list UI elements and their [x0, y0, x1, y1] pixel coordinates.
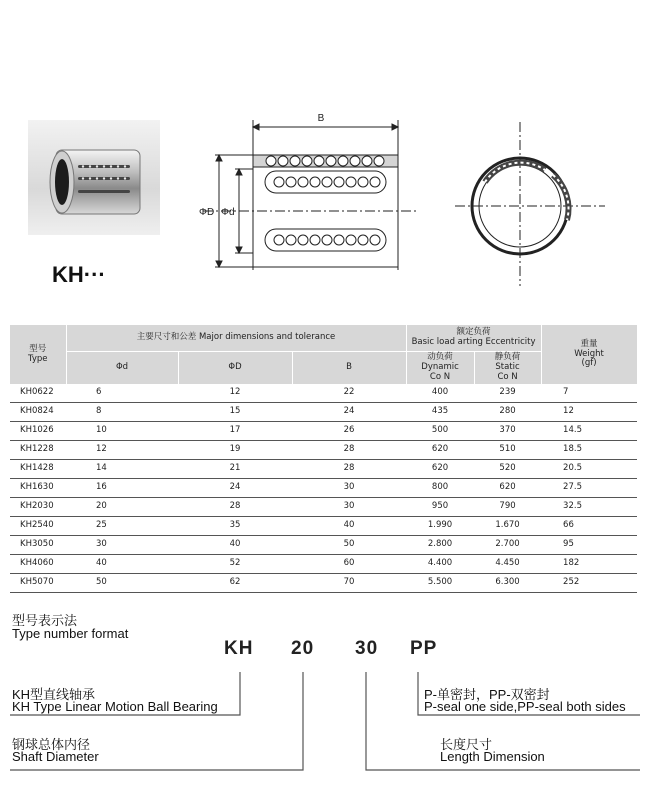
dim-label-b: B	[317, 113, 325, 124]
static-cell: 280	[474, 403, 541, 422]
weight-header-cn: 重量	[580, 338, 598, 349]
inner-d-cell: 25	[66, 517, 178, 536]
dynamic-en: Dynamic	[421, 362, 459, 373]
outer-d-cell: 35	[178, 517, 292, 536]
col-header-static	[474, 352, 541, 385]
table-row	[10, 422, 637, 441]
b-cell: 24	[292, 403, 406, 422]
weight-cell: 66	[541, 517, 637, 536]
seal-desc-en: P-seal one side,PP-seal both sides	[424, 699, 626, 714]
static-cell: 4.450	[474, 555, 541, 574]
dynamic-cell: 950	[406, 498, 474, 517]
static-cell: 790	[474, 498, 541, 517]
inner-d-cell: 20	[66, 498, 178, 517]
outer-d-cell: 15	[178, 403, 292, 422]
spec-table	[10, 325, 638, 593]
kh-desc-cn: KH型直线轴承	[12, 687, 96, 702]
inner-d-cell: 14	[66, 460, 178, 479]
weight-cell: 32.5	[541, 498, 637, 517]
inner-d-cell: 6	[66, 384, 178, 403]
seal-desc-cn: P-单密封，PP-双密封	[424, 687, 550, 702]
table-row	[10, 384, 637, 403]
outer-d-cell: 24	[178, 479, 292, 498]
dims-header: 主要尺寸和公差 Major dimensions and tolerance	[66, 325, 406, 352]
dynamic-cell: 2.800	[406, 536, 474, 555]
inner-d-cell: 40	[66, 555, 178, 574]
outer-d-cell: 21	[178, 460, 292, 479]
length-desc-cn: 长度尺寸	[440, 737, 493, 752]
b-cell: 60	[292, 555, 406, 574]
table-row	[10, 517, 637, 536]
table-row	[10, 403, 637, 422]
bearing-section-drawing	[195, 105, 425, 280]
weight-header-unit: (gf)	[581, 358, 597, 369]
b-cell: 26	[292, 422, 406, 441]
type-header-cn: 型号	[29, 343, 47, 354]
shaft-desc-cn: 钢球总体内径	[12, 737, 91, 752]
b-cell: 22	[292, 384, 406, 403]
dynamic-cn: 动负荷	[427, 352, 453, 363]
product-photo	[28, 120, 160, 235]
outer-d-cell: 17	[178, 422, 292, 441]
table-row	[10, 574, 637, 593]
format-title-en: Type number format	[12, 626, 129, 641]
outer-d-cell: 12	[178, 384, 292, 403]
static-cell: 239	[474, 384, 541, 403]
table-row	[10, 498, 637, 517]
dynamic-cell: 620	[406, 460, 474, 479]
code-pp: PP	[410, 638, 438, 659]
inner-d-cell: 8	[66, 403, 178, 422]
weight-header-en: Weight	[574, 348, 604, 359]
b-cell: 28	[292, 460, 406, 479]
type-cell: KH3050	[10, 536, 66, 555]
col-header-outer-d: ΦD	[178, 352, 292, 385]
inner-d-cell: 16	[66, 479, 178, 498]
outer-d-cell: 40	[178, 536, 292, 555]
outer-d-cell: 28	[178, 498, 292, 517]
dynamic-cell: 400	[406, 384, 474, 403]
table-row	[10, 479, 637, 498]
b-cell: 40	[292, 517, 406, 536]
inner-d-cell: 10	[66, 422, 178, 441]
weight-cell: 95	[541, 536, 637, 555]
weight-cell: 252	[541, 574, 637, 593]
weight-cell: 18.5	[541, 441, 637, 460]
load-header-cn: 额定负荷	[456, 327, 491, 338]
type-cell: KH4060	[10, 555, 66, 574]
static-cell: 2.700	[474, 536, 541, 555]
col-header-dynamic	[406, 352, 474, 385]
weight-cell: 182	[541, 555, 637, 574]
dynamic-cell: 435	[406, 403, 474, 422]
bearing-end-view-drawing	[455, 120, 615, 290]
weight-cell: 20.5	[541, 460, 637, 479]
static-cell: 510	[474, 441, 541, 460]
table-row	[10, 536, 637, 555]
length-desc-en: Length Dimension	[440, 749, 545, 764]
type-cell: KH5070	[10, 574, 66, 593]
type-cell: KH1428	[10, 460, 66, 479]
dim-label-outer-diameter: ΦD	[199, 207, 215, 218]
code-30: 30	[355, 638, 379, 659]
type-header	[10, 325, 66, 384]
series-label: KH···	[52, 262, 106, 287]
inner-d-cell: 30	[66, 536, 178, 555]
kh-desc-en: KH Type Linear Motion Ball Bearing	[12, 699, 218, 714]
col-header-inner-d: Φd	[66, 352, 178, 385]
dynamic-cell: 800	[406, 479, 474, 498]
code-kh: KH	[224, 638, 254, 659]
weight-cell: 7	[541, 384, 637, 403]
b-cell: 30	[292, 498, 406, 517]
table-row	[10, 441, 637, 460]
static-cell: 620	[474, 479, 541, 498]
type-cell: KH1026	[10, 422, 66, 441]
code-20: 20	[291, 638, 315, 659]
weight-header	[541, 325, 637, 384]
static-unit: Co N	[497, 371, 518, 382]
type-cell: KH1228	[10, 441, 66, 460]
b-cell: 50	[292, 536, 406, 555]
format-leader-lines	[0, 660, 650, 787]
type-cell: KH2540	[10, 517, 66, 536]
table-row	[10, 460, 637, 479]
outer-d-cell: 62	[178, 574, 292, 593]
b-cell: 30	[292, 479, 406, 498]
outer-d-cell: 52	[178, 555, 292, 574]
type-cell: KH2030	[10, 498, 66, 517]
weight-cell: 27.5	[541, 479, 637, 498]
dim-label-inner-diameter: Φd	[221, 207, 235, 218]
static-en: Static	[495, 362, 520, 373]
load-header	[406, 325, 541, 352]
static-cell: 520	[474, 460, 541, 479]
type-cell: KH0622	[10, 384, 66, 403]
shaft-desc-en: Shaft Diameter	[12, 749, 99, 764]
spec-table-body	[10, 384, 637, 593]
load-header-en: Basic load arting Eccentricity	[411, 337, 536, 347]
type-cell: KH0824	[10, 403, 66, 422]
inner-d-cell: 50	[66, 574, 178, 593]
static-cell: 1.670	[474, 517, 541, 536]
dynamic-unit: Co N	[429, 371, 451, 382]
static-cell: 6.300	[474, 574, 541, 593]
dynamic-cell: 4.400	[406, 555, 474, 574]
inner-d-cell: 12	[66, 441, 178, 460]
bearing-photo-illustration	[28, 120, 160, 235]
type-header-en: Type	[27, 353, 48, 364]
static-cell: 370	[474, 422, 541, 441]
outer-d-cell: 19	[178, 441, 292, 460]
col-header-b: B	[292, 352, 406, 385]
static-cn: 静负荷	[494, 352, 521, 363]
type-cell: KH1630	[10, 479, 66, 498]
table-row	[10, 555, 637, 574]
b-cell: 28	[292, 441, 406, 460]
format-title-cn: 型号表示法	[12, 613, 78, 628]
dynamic-cell: 620	[406, 441, 474, 460]
dynamic-cell: 500	[406, 422, 474, 441]
weight-cell: 12	[541, 403, 637, 422]
b-cell: 70	[292, 574, 406, 593]
weight-cell: 14.5	[541, 422, 637, 441]
spec-table-header	[10, 325, 637, 384]
dynamic-cell: 1.990	[406, 517, 474, 536]
dynamic-cell: 5.500	[406, 574, 474, 593]
